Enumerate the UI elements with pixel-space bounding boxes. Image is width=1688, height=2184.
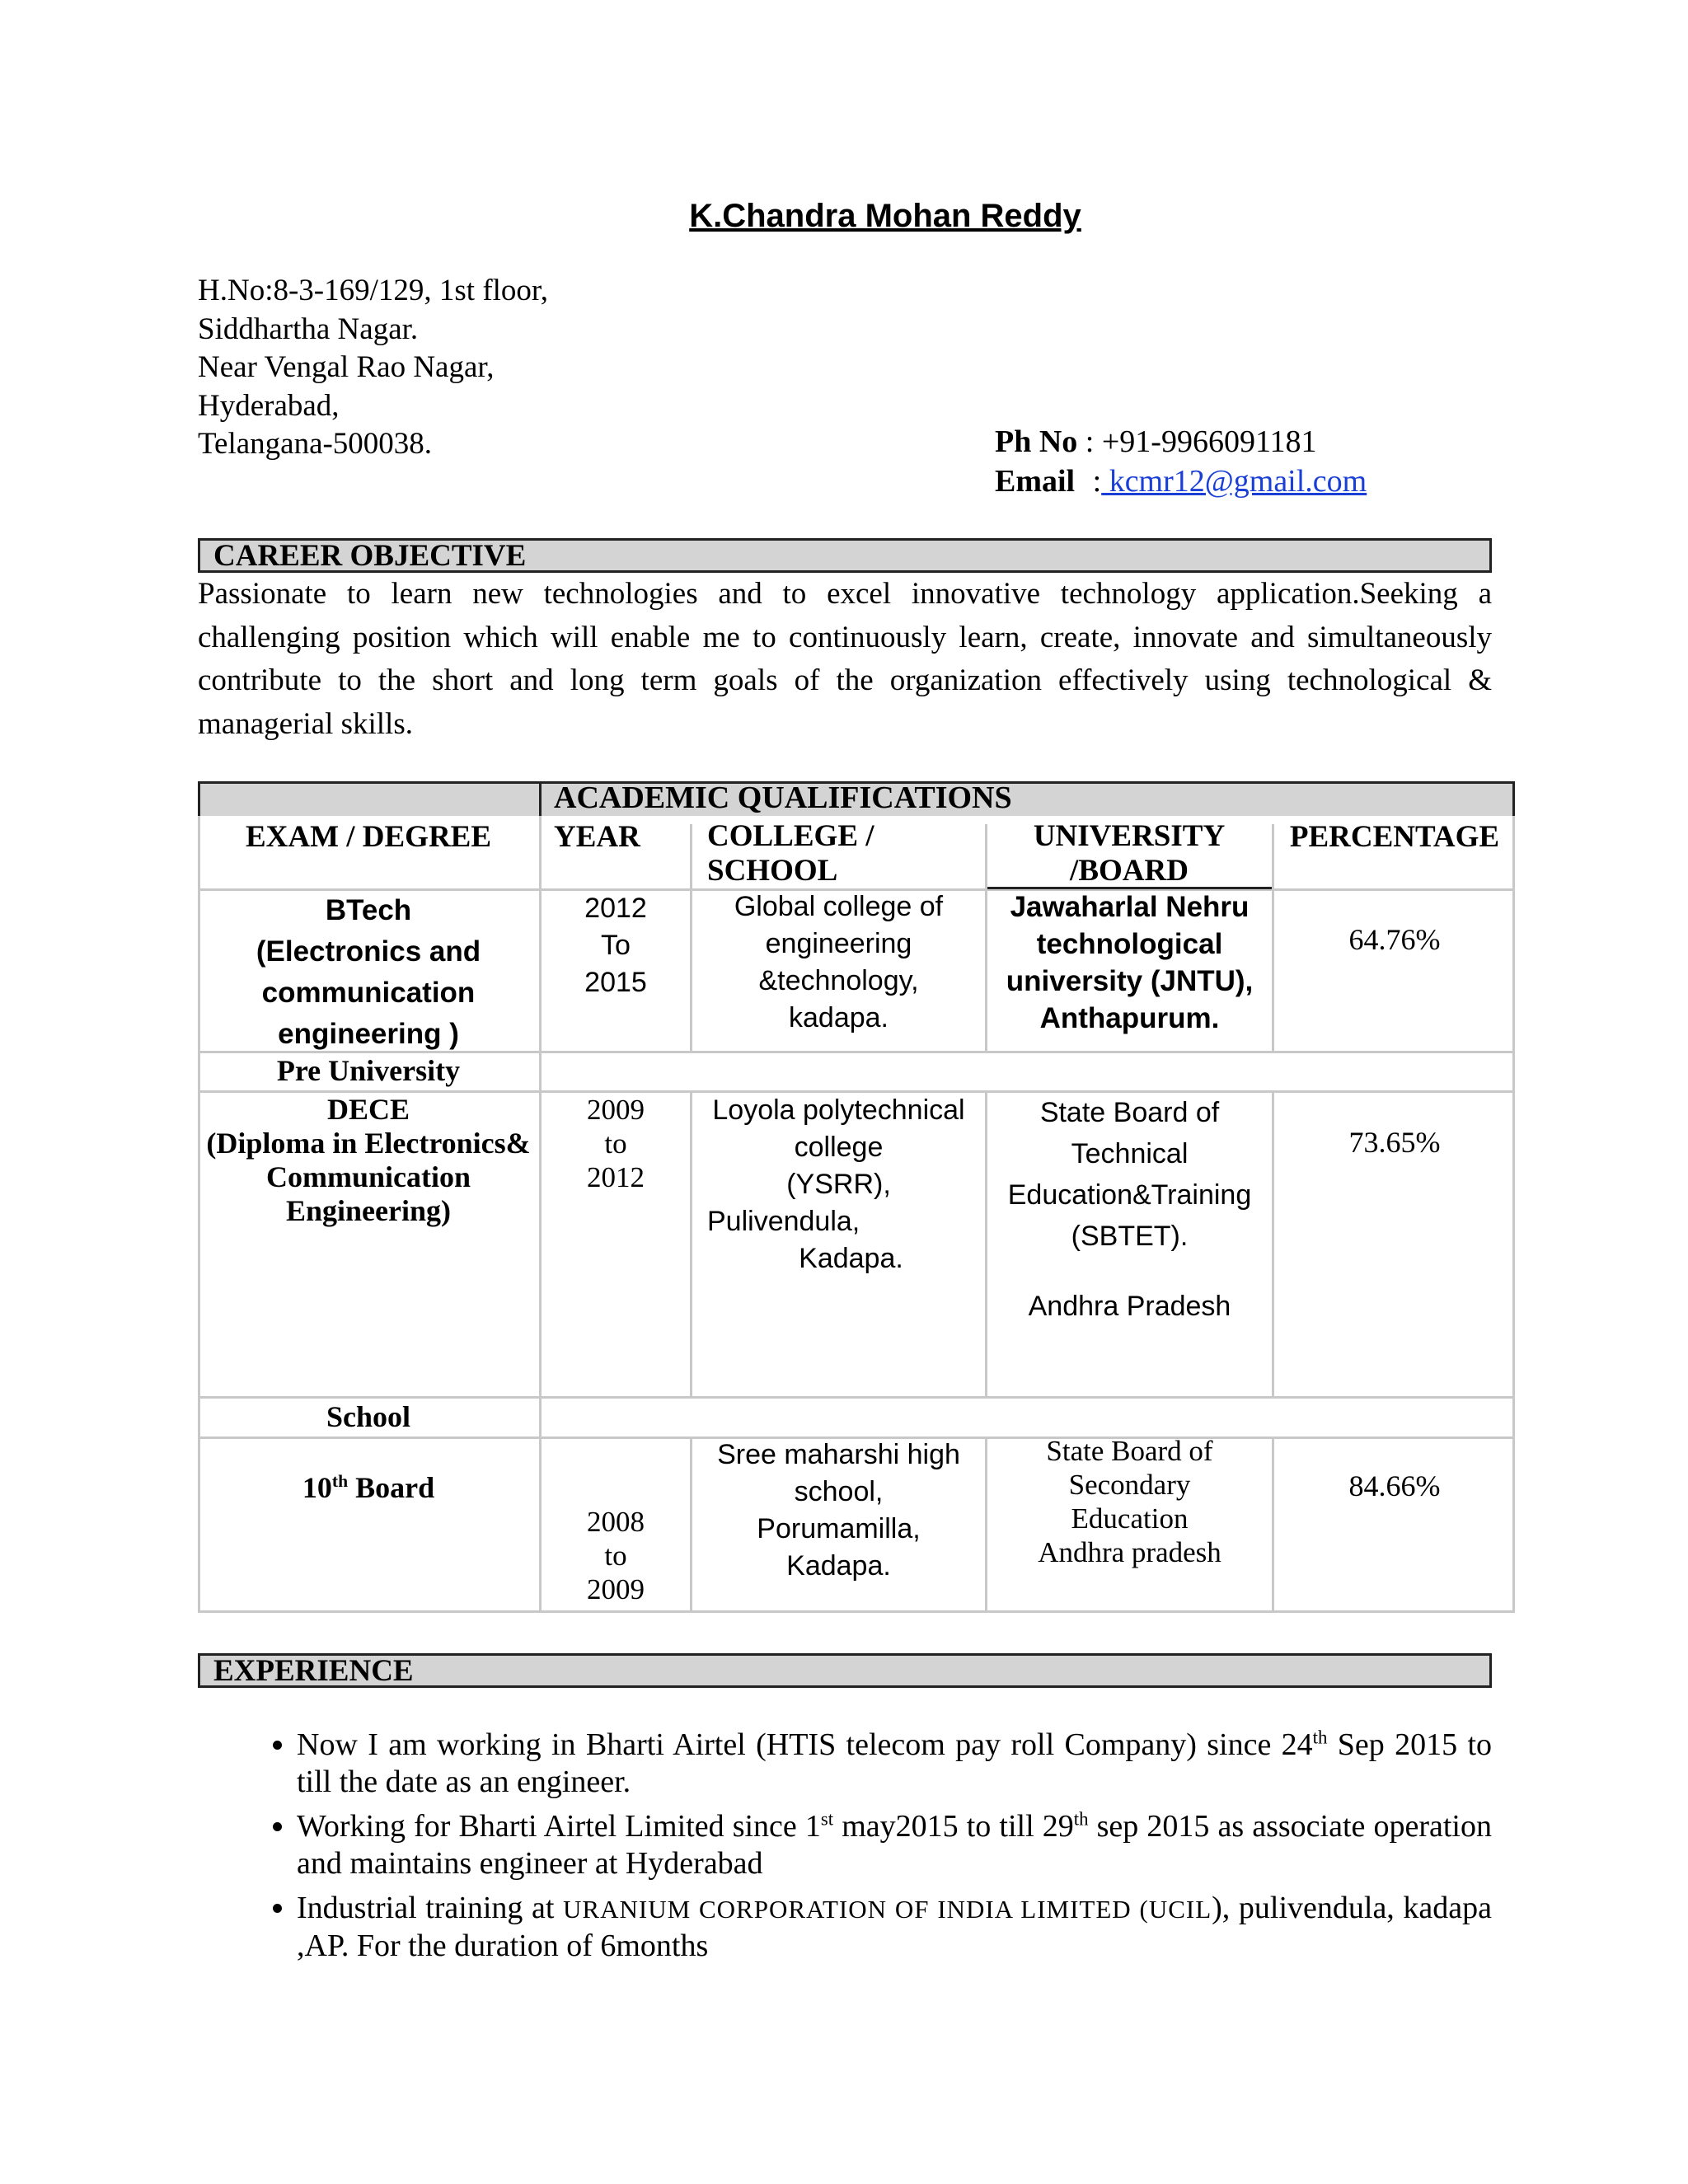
address-line: Siddhartha Nagar. xyxy=(198,312,419,346)
college-line: Porumamilla, xyxy=(757,1513,921,1544)
address-line: Hyderabad, xyxy=(198,389,340,423)
degree-line: (Diploma in Electronics& xyxy=(206,1127,531,1160)
university-line: Technical xyxy=(1071,1138,1189,1169)
degree-suffix: Board xyxy=(348,1471,435,1504)
year-line: to xyxy=(604,1540,627,1572)
college-line: engineering xyxy=(765,928,912,959)
column-header-exam: EXAM / DEGREE xyxy=(245,820,492,854)
year-line: 2015 xyxy=(584,967,647,998)
btech-college xyxy=(692,888,985,1037)
college-line: &technology, xyxy=(758,965,919,996)
degree-line: (Electronics and xyxy=(256,935,481,968)
btech-university xyxy=(987,888,1272,1037)
tenth-percentage: 84.66% xyxy=(1348,1469,1441,1502)
university-line: Secondary xyxy=(1068,1469,1191,1501)
college-line: Global college of xyxy=(734,891,944,922)
college-line: (YSRR), xyxy=(786,1169,891,1200)
college-line: college xyxy=(794,1132,884,1163)
college-line: school, xyxy=(794,1476,884,1507)
experience-item: • Working for Bharti Airtel Limited since 1st may2015 to till 29th sep 2015 as associate operation and maintains engineer at Hyderabad xyxy=(297,1808,1492,1882)
academic-heading: ACADEMIC QUALIFICATIONS xyxy=(554,780,1012,815)
career-objective-heading: CAREER OBJECTIVE xyxy=(198,538,1492,573)
degree-line: Engineering) xyxy=(285,1194,451,1227)
college-line: Kadapa. xyxy=(799,1243,903,1274)
table-rule xyxy=(198,1610,1515,1613)
university-line: (SBTET). xyxy=(1071,1221,1189,1252)
tenth-university xyxy=(987,1434,1272,1569)
email-separator: : xyxy=(1092,464,1102,499)
academic-title-divider xyxy=(539,781,542,816)
dece-percentage: 73.65% xyxy=(1348,1126,1441,1159)
college-line: Kadapa. xyxy=(786,1550,891,1582)
experience-heading: EXPERIENCE xyxy=(198,1653,1492,1688)
university-line: Education xyxy=(1071,1502,1189,1535)
degree-line: Communication xyxy=(265,1160,471,1193)
college-line: kadapa. xyxy=(789,1002,889,1033)
table-rule xyxy=(1272,1436,1274,1611)
column-header-percentage: PERCENTAGE xyxy=(1289,820,1500,854)
btech-degree xyxy=(198,890,539,1055)
tenth-degree xyxy=(198,1471,539,1505)
email-row xyxy=(995,463,1367,499)
university-line: technological xyxy=(1036,928,1223,960)
candidate-name: K.Chandra Mohan Reddy xyxy=(689,198,1081,234)
btech-percentage: 64.76% xyxy=(1348,923,1441,956)
group-label-pre-university: Pre University xyxy=(276,1054,461,1087)
tenth-year xyxy=(542,1505,690,1606)
dece-year xyxy=(542,1093,690,1194)
address-line: Telangana-500038. xyxy=(198,427,433,461)
degree-superscript: th xyxy=(331,1471,349,1491)
university-line: State Board of xyxy=(1039,1097,1220,1128)
degree-line: communication xyxy=(261,977,476,1009)
year-line: to xyxy=(604,1127,627,1160)
college-line: Sree maharshi high xyxy=(717,1439,960,1470)
dece-university xyxy=(987,1092,1272,1327)
degree-line: engineering ) xyxy=(278,1018,459,1050)
year-line: 2012 xyxy=(587,1161,645,1193)
phone-value: : +91-9966091181 xyxy=(1085,424,1317,459)
group-label-school: School xyxy=(326,1400,411,1433)
university-line: Anthapurum. xyxy=(1039,1002,1220,1034)
year-line: 2009 xyxy=(587,1094,645,1126)
university-line: Andhra pradesh xyxy=(1038,1536,1221,1568)
university-line: university (JNTU), xyxy=(1006,965,1254,997)
university-line: Andhra Pradesh xyxy=(1028,1291,1231,1322)
dece-college xyxy=(692,1092,985,1277)
phone-row xyxy=(995,424,1317,460)
experience-item: • Industrial training at URANIUM CORPORATION OF INDIA LIMITED (UCIL), pulivendula, kadapa ,AP. For the duration of 6months xyxy=(297,1890,1492,1965)
year-line: 2008 xyxy=(587,1506,645,1538)
experience-item: • Now I am working in Bharti Airtel (HTIS telecom pay roll Company) since 24th Sep 2015 to till the date as an engineer. xyxy=(297,1727,1492,1801)
btech-year xyxy=(542,890,690,1001)
table-rule xyxy=(198,1396,1515,1399)
address-line: Near Vengal Rao Nagar, xyxy=(198,350,495,384)
experience-list xyxy=(198,1727,1492,1972)
career-objective-text: Passionate to learn new technologies and to excel innovative technology application.Seeking a challenging position which will enable me to continuously learn, create, innovate and simultaneously contribute to the short and long term goals of the organization effectively using technological & managerial skills. xyxy=(198,577,1492,741)
email-label: Email xyxy=(995,464,1076,499)
university-line: Education&Training xyxy=(1007,1179,1252,1211)
year-line: 2009 xyxy=(587,1573,645,1605)
university-line: State Board of xyxy=(1046,1435,1213,1467)
degree-line: BTech xyxy=(325,894,412,926)
university-line: Jawaharlal Nehru xyxy=(1010,891,1250,923)
college-line: Loyola polytechnical xyxy=(712,1094,965,1126)
year-line: To xyxy=(601,930,631,961)
address-line: H.No:8-3-169/129, 1st floor, xyxy=(198,274,549,307)
column-header-university: UNIVERSITY /BOARD xyxy=(1033,819,1226,888)
column-header-year: YEAR xyxy=(554,820,640,854)
tenth-college xyxy=(692,1436,985,1585)
dece-degree xyxy=(198,1093,539,1228)
email-link[interactable]: kcmr12@gmail.com xyxy=(1101,464,1367,499)
year-line: 2012 xyxy=(584,893,647,924)
column-header-college: COLLEGE / SCHOOL xyxy=(707,819,874,888)
degree-number: 10 xyxy=(302,1471,332,1504)
college-line: Pulivendula, xyxy=(707,1206,860,1237)
phone-label: Ph No xyxy=(995,424,1078,459)
degree-line: DECE xyxy=(326,1093,410,1126)
